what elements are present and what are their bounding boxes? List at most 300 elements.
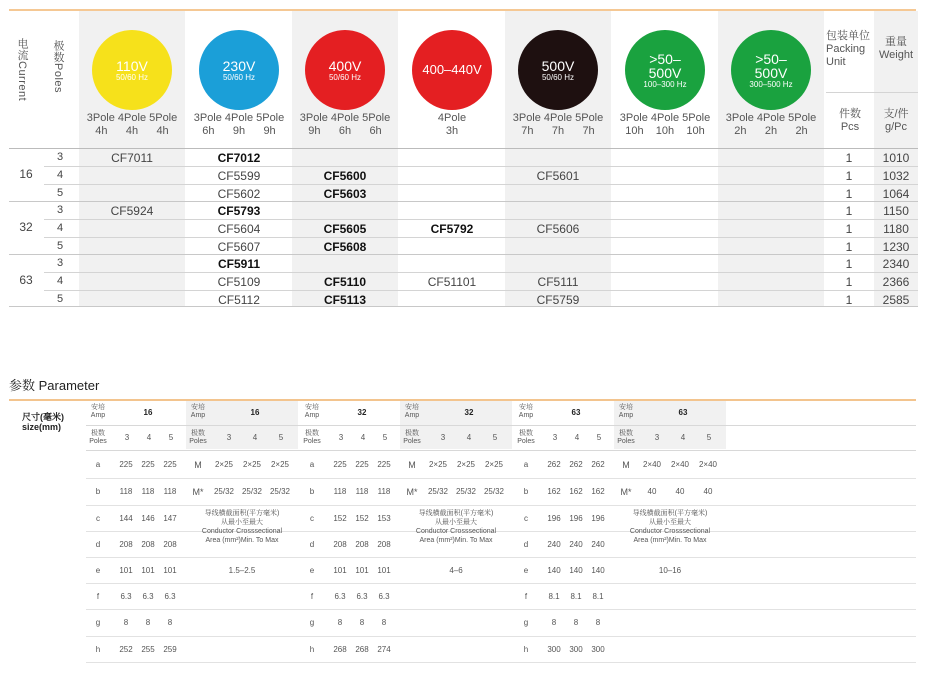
m-label: M [194,460,202,470]
gpc-header [874,108,918,134]
pole-count: 5 [56,293,64,305]
m-label: M [622,460,630,470]
pcs-value: 1 [845,293,853,307]
dim-value: 225 [333,460,347,469]
pole-line-2: 6h 9h 9h [202,125,276,137]
voltage-50-500v-highfreq-badge [731,30,811,110]
part-number-c400: CF5603 [323,187,367,201]
dim-value: 225 [377,460,391,469]
dim-value: 8 [595,618,601,627]
pole-num: 3 [338,433,344,442]
dim-letter: e [523,566,529,575]
dim-value: 196 [569,514,583,523]
pole-count: 4 [56,222,64,234]
dim-value: 240 [547,540,561,549]
dim-letter: d [309,540,315,549]
poles-label-cn: 极数 [305,430,319,437]
pole-num: 5 [382,433,388,442]
param-row-line [86,662,916,663]
pcs-value: 1 [845,204,853,218]
dim-value: 146 [141,514,155,523]
dim-value: 8 [337,618,343,627]
dim-letter: a [523,460,529,469]
m-value: 2×25 [214,460,234,469]
packing-unit-header [826,30,874,69]
pole-num: 4 [574,433,580,442]
dim-letter: g [309,618,315,627]
amp-value: 63 [571,408,581,417]
voltage-400-440v-badge [412,30,492,110]
dim-letter: c [524,514,528,523]
param-row-line [86,583,916,584]
amp-label-cn: 安培 [519,404,533,411]
pole-line-2: 3h [445,125,459,137]
poles-header: 极数Poles [52,40,64,94]
pcs-line-1: 件数 [839,108,861,120]
pcs-line-2: Pcs [840,121,860,133]
ms-label: M* [406,487,418,497]
packing-subheader-divider [826,92,918,93]
dim-value: 8 [551,618,557,627]
poles-label-en: Poles [189,438,207,445]
amp-value: 63 [678,408,688,417]
dim-value: 140 [547,566,561,575]
part-number-c230: CF5607 [217,240,261,254]
weight-value: 1230 [882,240,910,254]
dim-value: 196 [547,514,561,523]
weight-value: 2585 [882,293,910,307]
dim-letter: c [96,514,100,523]
dim-letter: e [309,566,315,575]
dim-value: 118 [163,487,177,496]
parameter-title: 参数 Parameter [9,378,100,393]
amp-label-en: Amp [404,412,420,419]
amp-label-cn: 安培 [91,404,105,411]
dim-value: 208 [163,540,177,549]
current-header: 电流Current [16,38,28,102]
pcs-value: 1 [845,187,853,201]
dim-letter: f [310,592,314,601]
cross-cn-2: 从最小至最大 [649,519,691,526]
dim-value: 147 [163,514,177,523]
table-bottom-line [9,306,918,307]
amp-label-en: Amp [518,412,534,419]
pcs-header [828,108,872,134]
packing-line-3: Unit [826,56,846,68]
weight-line-2: Weight [878,49,914,61]
dim-value: 101 [355,566,369,575]
badge-main: 500V [541,57,575,74]
pole-num: 3 [654,433,660,442]
weight-value: 1150 [883,204,909,218]
pole-num: 4 [466,433,472,442]
voltage-50-500v-lowfreq-badge [625,30,705,110]
part-number-c230: CF5602 [217,187,261,201]
pole-num: 5 [168,433,174,442]
dim-value: 6.3 [164,592,176,601]
dim-letter: b [95,487,101,496]
pole-line-1: 4Pole [437,112,467,124]
part-number-c500: CF5759 [536,293,580,307]
pole-num: 5 [278,433,284,442]
amp-label-en: Amp [190,412,206,419]
cross-cn-2: 从最小至最大 [221,519,263,526]
pole-count: 5 [56,187,64,199]
part-number-c110: CF7011 [111,151,153,165]
pole-labels-500v [505,112,611,138]
voltage-230v-badge [199,30,279,110]
badge-main-line2: 500V [754,64,788,81]
pole-num: 4 [680,433,686,442]
pole-num: 4 [146,433,152,442]
ms-value: 25/32 [213,487,235,496]
pole-line-1: 3Pole 4Pole 5Pole [619,112,711,124]
dim-letter: h [523,645,529,654]
part-number-c230: CF5793 [217,204,261,218]
cross-en-1: Conductor Crosssectional [415,528,497,535]
dim-value: 162 [591,487,605,496]
param-row-line [86,557,916,558]
part-number-c230: CF5109 [217,275,261,289]
pole-line-1: 3Pole 4Pole 5Pole [299,112,391,124]
part-number-c400: CF5600 [323,169,367,183]
badge-main-line1: >50– [649,50,681,67]
amp-label-en: Amp [90,412,106,419]
badge-main-line2: 500V [648,64,682,81]
dim-value: 262 [591,460,605,469]
dim-value: 162 [547,487,561,496]
cross-en-2: Area (mm²)Min. To Max [633,537,707,544]
dim-value: 300 [569,645,583,654]
pole-count: 4 [56,169,64,181]
dim-letter: c [310,514,314,523]
dim-value: 262 [569,460,583,469]
pole-line-2: 4h 4h 4h [95,125,169,137]
dim-value: 140 [591,566,605,575]
dim-letter: b [309,487,315,496]
ms-value: 25/32 [483,487,505,496]
pole-num: 4 [252,433,258,442]
dim-value: 101 [119,566,133,575]
weight-line-1: 重量 [885,36,907,48]
badge-main: 400–440V [422,62,482,77]
dim-letter: d [95,540,101,549]
pole-count: 3 [56,204,64,216]
dim-letter: d [523,540,529,549]
m-value: 2×25 [456,460,476,469]
poles-label-cn: 极数 [619,430,633,437]
pole-labels-110v [79,112,185,138]
dim-value: 208 [333,540,347,549]
dim-letter: a [95,460,101,469]
pole-num: 5 [596,433,602,442]
range-value: 4–6 [449,566,463,575]
size-label-cn: 尺寸(毫米) [22,412,64,422]
badge-sub: 50/60 Hz [541,72,575,82]
pcs-value: 1 [845,222,853,236]
part-number-c230: CF7012 [217,151,261,165]
dim-value: 259 [163,645,177,654]
pole-line-1: 3Pole 4Pole 5Pole [193,112,285,124]
current-32: 32 [19,220,33,234]
dim-value: 225 [141,460,155,469]
amp-label-en: Amp [618,412,634,419]
dim-value: 118 [355,487,369,496]
dim-letter: h [309,645,315,654]
dim-value: 225 [119,460,133,469]
m-value: 2×25 [242,460,262,469]
pole-line-2: 7h 7h 7h [521,125,595,137]
poles-label-cn: 极数 [91,430,105,437]
pole-labels-50-500v-highfreq [718,112,824,138]
dim-value: 8 [359,618,365,627]
dim-value: 8 [123,618,129,627]
range-value: 10–16 [658,566,682,575]
part-number-c230: CF5604 [217,222,261,236]
dim-value: 118 [377,487,391,496]
pcs-value: 1 [845,257,853,271]
weight-header [874,36,918,62]
param-row-line [86,425,916,426]
dim-value: 208 [141,540,155,549]
dim-value: 208 [119,540,133,549]
current-16: 16 [19,167,33,181]
m-value: 2×25 [270,460,290,469]
badge-main: 400V [328,57,362,74]
part-number-c500: CF5606 [536,222,580,236]
amp-label-cn: 安培 [405,404,419,411]
dim-value: 268 [355,645,369,654]
amp-label-en: Amp [304,412,320,419]
dim-letter: f [524,592,528,601]
group-divider-32-63 [9,254,918,255]
dim-value: 8.1 [570,592,582,601]
dim-value: 268 [333,645,347,654]
part-number-c500: CF5601 [536,169,580,183]
dim-value: 8 [145,618,151,627]
dim-value: 8.1 [592,592,604,601]
dim-letter: e [95,566,101,575]
amp-label-cn: 安培 [619,404,633,411]
packing-line-2: Packing [826,43,866,55]
dim-value: 240 [591,540,605,549]
dim-value: 101 [377,566,391,575]
pcs-value: 1 [845,275,853,289]
pole-count: 3 [56,257,64,269]
voltage-400v-badge [305,30,385,110]
pole-line-1: 3Pole 4Pole 5Pole [86,112,178,124]
ms-value: 25/32 [269,487,291,496]
weight-value: 1032 [882,169,910,183]
cross-en-1: Conductor Crosssectional [629,528,711,535]
pole-labels-400v [292,112,398,138]
dim-value: 140 [569,566,583,575]
pole-count: 5 [56,240,64,252]
badge-sub: 50/60 Hz [115,72,149,82]
weight-value: 2340 [882,257,910,271]
pole-num: 3 [552,433,558,442]
dim-value: 8 [573,618,579,627]
row-divider [44,184,918,185]
amp-value: 16 [250,408,260,417]
gpc-line-2: g/Pc [884,121,907,133]
part-number-c440: CF5792 [430,222,474,236]
pole-num: 3 [226,433,232,442]
ms-value: 40 [675,487,685,496]
dim-value: 152 [355,514,369,523]
badge-sub: 100–300 Hz [643,79,687,89]
pole-labels-400-440v [399,112,505,138]
cross-cn-1: 导线横截面积(平方毫米) [204,510,280,517]
dim-value: 208 [355,540,369,549]
dim-value: 144 [119,514,133,523]
param-row-line [86,609,916,610]
param-row-line [86,450,916,451]
dim-value: 196 [591,514,605,523]
part-number-c230: CF5599 [217,169,261,183]
dim-letter: g [95,618,101,627]
dim-value: 8.1 [548,592,560,601]
dim-value: 240 [569,540,583,549]
dim-value: 152 [333,514,347,523]
poles-label-en: Poles [303,438,321,445]
dim-letter: f [96,592,100,601]
cross-cn-2: 从最小至最大 [435,519,477,526]
part-number-c400: CF5113 [323,293,367,307]
pole-line-1: 3Pole 4Pole 5Pole [725,112,817,124]
dim-value: 225 [163,460,177,469]
dim-letter: a [309,460,315,469]
dim-value: 101 [141,566,155,575]
dim-value: 8 [167,618,173,627]
amp-value: 32 [357,408,367,417]
param-row-line [86,505,916,506]
weight-value: 1010 [882,151,910,165]
poles-label-cn: 极数 [519,430,533,437]
size-label-en: size(mm) [22,422,62,432]
dim-value: 153 [377,514,391,523]
amp-value: 32 [464,408,474,417]
part-number-c400: CF5608 [323,240,367,254]
ms-value: 25/32 [427,487,449,496]
dim-value: 300 [547,645,561,654]
badge-main-line1: >50– [755,50,787,67]
pole-count: 4 [56,275,64,287]
param-row-line [86,636,916,637]
dim-value: 6.3 [120,592,132,601]
poles-label-cn: 极数 [191,430,205,437]
weight-value: 1180 [883,222,909,236]
dim-value: 118 [333,487,347,496]
badge-sub: 50/60 Hz [222,72,256,82]
pcs-value: 1 [845,169,853,183]
m-value: 2×40 [698,460,718,469]
poles-label-en: Poles [89,438,107,445]
dim-value: 101 [333,566,347,575]
weight-value: 1064 [882,187,910,201]
dim-letter: g [523,618,529,627]
pcs-value: 1 [845,151,853,165]
weight-value: 2366 [882,275,910,289]
m-value: 2×40 [670,460,690,469]
m-value: 2×40 [642,460,662,469]
part-number-c400: CF5605 [323,222,367,236]
dim-value: 255 [141,645,155,654]
badge-main: 110V [116,57,148,74]
badge-sub: 300–500 Hz [749,79,793,89]
dim-value: 101 [163,566,177,575]
ms-value: 40 [703,487,713,496]
current-63: 63 [19,273,33,287]
dim-value: 6.3 [142,592,154,601]
pole-num: 5 [492,433,498,442]
amp-label-cn: 安培 [191,404,205,411]
pole-num: 3 [440,433,446,442]
dim-value: 252 [119,645,133,654]
voltage-110v-badge [92,30,172,110]
pole-line-2: 2h 2h 2h [734,125,808,137]
dim-value: 300 [591,645,605,654]
dim-letter: b [523,487,529,496]
pole-labels-50-500v-lowfreq [612,112,718,138]
pole-num: 4 [360,433,366,442]
dim-value: 274 [377,645,391,654]
pole-line-1: 3Pole 4Pole 5Pole [512,112,604,124]
m-value: 2×25 [428,460,448,469]
ms-value: 25/32 [241,487,263,496]
ms-value: 40 [647,487,657,496]
part-number-c500: CF5111 [537,275,579,289]
pole-num: 5 [706,433,712,442]
gpc-line-1: 支/件 [883,108,909,120]
dim-value: 262 [547,460,561,469]
ms-value: 25/32 [455,487,477,496]
dim-value: 118 [119,487,133,496]
badge-sub: 50/60 Hz [328,72,362,82]
dim-value: 162 [569,487,583,496]
m-value: 2×25 [484,460,504,469]
pole-line-2: 10h 10h 10h [625,125,705,137]
dim-value: 208 [377,540,391,549]
part-number-c400: CF5110 [323,275,367,289]
m-label: M [408,460,416,470]
part-number-c230: CF5112 [218,293,260,307]
packing-line-1: 包装单位 [826,30,870,42]
part-number-c440: CF51101 [427,275,477,289]
pole-num: 3 [124,433,130,442]
ms-label: M* [620,487,632,497]
dim-value: 6.3 [378,592,390,601]
part-number-c230: CF5911 [217,257,261,271]
dim-value: 8 [381,618,387,627]
dim-value: 6.3 [334,592,346,601]
poles-label-en: Poles [517,438,535,445]
param-row-line [86,478,916,479]
poles-label-cn: 极数 [405,430,419,437]
cross-cn-1: 导线横截面积(平方毫米) [632,510,708,517]
dim-value: 118 [141,487,155,496]
dim-letter: h [95,645,101,654]
cross-en-2: Area (mm²)Min. To Max [205,537,279,544]
range-value: 1.5–2.5 [228,566,256,575]
pcs-value: 1 [845,240,853,254]
pole-labels-230v [186,112,292,138]
ms-label: M* [192,487,204,497]
amp-value: 16 [143,408,153,417]
cross-en-2: Area (mm²)Min. To Max [419,537,493,544]
cross-en-1: Conductor Crosssectional [201,528,283,535]
poles-label-en: Poles [617,438,635,445]
